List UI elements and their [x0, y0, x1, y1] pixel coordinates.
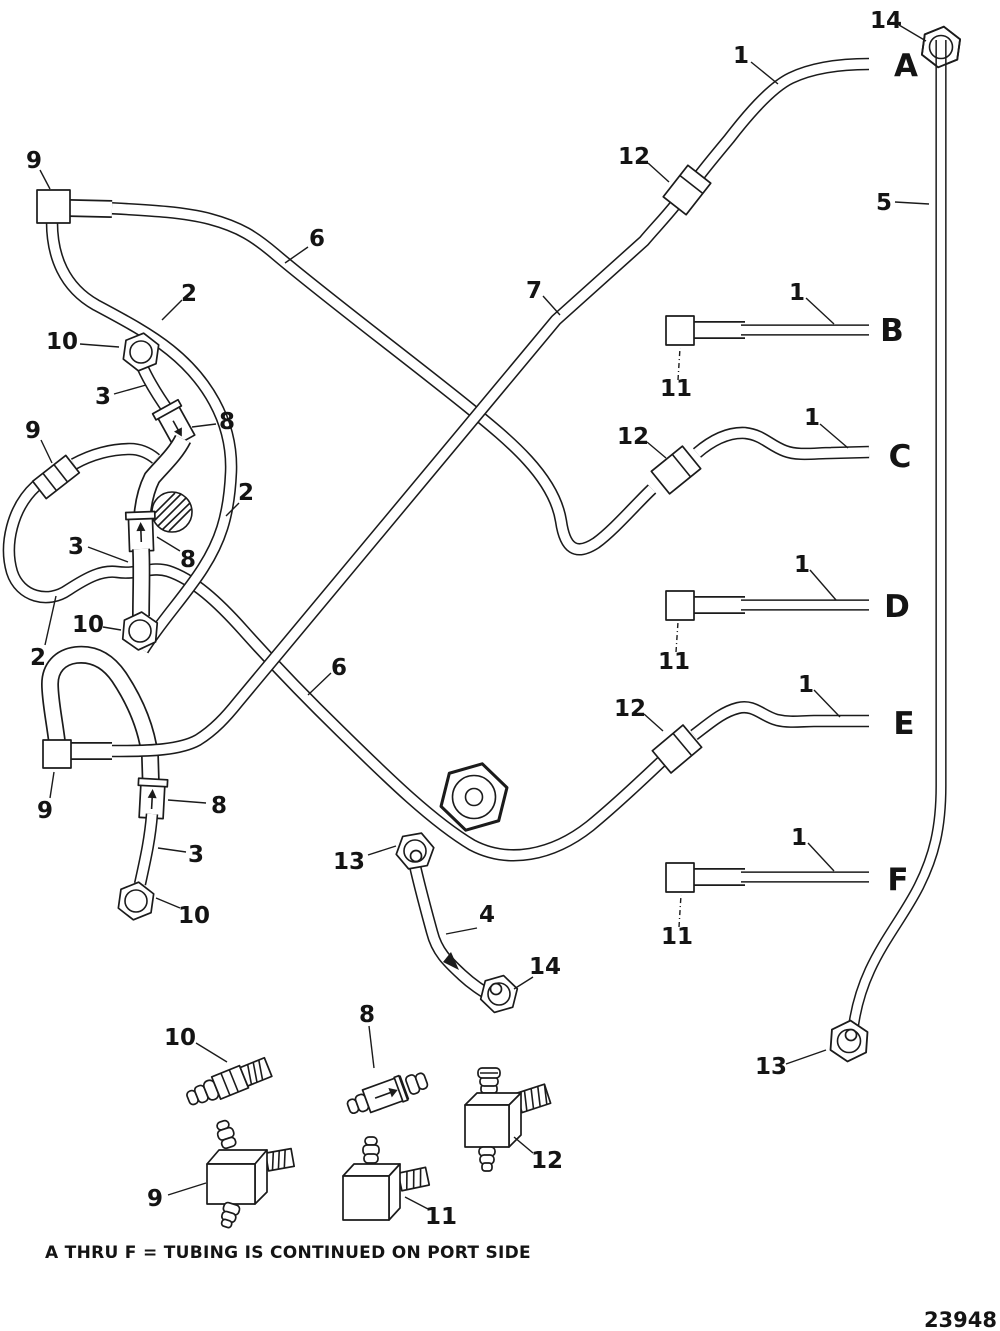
callout-1: 1	[793, 552, 811, 578]
callout-2: 2	[237, 480, 255, 506]
callout-8: 8	[210, 793, 228, 819]
callout-11: 11	[659, 376, 693, 402]
check-valve-8-lower	[137, 778, 168, 818]
hatched-hole-marker	[152, 492, 192, 532]
part-8-check-valve	[344, 1067, 430, 1119]
callout-14: 14	[869, 8, 903, 34]
callout-leader-1	[820, 424, 848, 448]
callout-leader-9	[168, 1183, 206, 1195]
tube-run-c	[69, 207, 869, 549]
callout-2: 2	[29, 645, 47, 671]
callout-leader-8	[369, 1026, 374, 1068]
callout-leader-2	[162, 300, 182, 320]
callout-3: 3	[187, 842, 205, 868]
callout-9: 9	[24, 418, 42, 444]
callout-12: 12	[530, 1148, 564, 1174]
callout-leader-7	[543, 296, 560, 315]
callout-leader-1	[806, 298, 834, 324]
callout-leader-5	[895, 202, 929, 204]
callout-10: 10	[177, 903, 211, 929]
callout-leader-6	[308, 673, 331, 695]
callout-1: 1	[803, 405, 821, 431]
connection-letter-C: C	[888, 439, 912, 475]
callout-10: 10	[45, 329, 79, 355]
callout-leader-3	[114, 385, 146, 394]
tube-nut-14-mid	[478, 972, 519, 1017]
part-9-tee-fitting	[207, 1119, 294, 1229]
footnote-caption: A THRU F = TUBING IS CONTINUED ON PORT SIDE	[45, 1243, 531, 1263]
callout-leader-3	[88, 547, 128, 562]
callout-leader-9	[41, 440, 52, 463]
elbow-fitting-11f	[666, 863, 694, 892]
tube-run-b	[666, 316, 869, 345]
tube-nut-13-bottom	[830, 1019, 868, 1062]
tube-run-f	[666, 863, 869, 892]
callout-leader-13	[786, 1050, 826, 1064]
chain-lower-left	[50, 655, 168, 922]
callout-6: 6	[330, 655, 348, 681]
callout-leader-13	[368, 846, 396, 855]
elbow-fitting-11d	[666, 591, 694, 620]
connection-letter-F: F	[887, 862, 909, 898]
callout-2: 2	[180, 281, 198, 307]
callout-12: 12	[616, 424, 650, 450]
callout-1: 1	[732, 43, 750, 69]
callout-1: 1	[790, 825, 808, 851]
tee-fitting-9-bottom	[43, 740, 71, 768]
callout-8: 8	[179, 547, 197, 573]
tube-nut-10-lower	[117, 880, 155, 922]
callout-13: 13	[332, 849, 366, 875]
callout-leader-1	[751, 62, 778, 84]
callout-1: 1	[797, 672, 815, 698]
elbow-fitting-11b	[666, 316, 694, 345]
tube-nut-13-mid	[393, 828, 437, 875]
callout-leader-9	[50, 772, 54, 798]
callout-leader-6	[285, 247, 308, 263]
callout-10: 10	[71, 612, 105, 638]
callout-9: 9	[146, 1186, 164, 1212]
callout-leader-11	[679, 895, 681, 927]
callout-8: 8	[358, 1002, 376, 1028]
callout-12: 12	[617, 144, 651, 170]
callout-leader-1	[810, 570, 836, 600]
callout-5: 5	[875, 190, 893, 216]
callout-leader-10	[156, 898, 180, 908]
callout-9: 9	[25, 148, 43, 174]
callout-3: 3	[67, 534, 85, 560]
callout-leader-11	[676, 622, 678, 652]
callout-6: 6	[308, 226, 326, 252]
connection-letter-A: A	[894, 48, 918, 84]
callout-leader-10	[103, 627, 121, 630]
callout-leader-4	[446, 928, 477, 934]
callout-13: 13	[754, 1054, 788, 1080]
chain-middle	[122, 331, 197, 651]
part-10-union-fitting	[184, 1056, 273, 1110]
callout-1: 1	[788, 280, 806, 306]
callout-3: 3	[94, 384, 112, 410]
callout-4: 4	[478, 902, 496, 928]
callout-14: 14	[528, 954, 562, 980]
callout-leader-3	[158, 848, 186, 852]
callout-11: 11	[657, 649, 691, 675]
callout-leader-8	[192, 424, 216, 427]
inline-connector-12c	[651, 446, 700, 494]
tee-fitting-9-top	[37, 190, 70, 223]
tube-run-d	[666, 591, 869, 620]
callout-11: 11	[660, 924, 694, 950]
callout-leader-14	[899, 25, 926, 41]
check-valve-8-mid	[126, 512, 156, 552]
callout-leader-10	[196, 1043, 227, 1062]
callout-leader-12	[644, 714, 663, 731]
connection-letter-D: D	[884, 589, 910, 625]
part-11-elbow-fitting	[343, 1137, 429, 1220]
callout-leader-10	[80, 344, 119, 347]
callout-7: 7	[525, 278, 543, 304]
tube-5	[830, 24, 962, 1063]
callout-9: 9	[36, 798, 54, 824]
callout-leader-8	[157, 537, 180, 551]
callout-leader-12	[647, 442, 666, 458]
callout-10: 10	[163, 1025, 197, 1051]
drawing-number: 23948	[923, 1308, 997, 1331]
callout-leader-1	[814, 690, 840, 717]
connection-letter-B: B	[880, 313, 904, 349]
callout-leader-8	[168, 800, 206, 803]
callout-11: 11	[424, 1204, 458, 1230]
callout-leader-1	[808, 843, 834, 871]
callout-leader-12	[648, 163, 669, 182]
callout-12: 12	[613, 696, 647, 722]
connection-letter-E: E	[893, 706, 915, 742]
callout-8: 8	[218, 409, 236, 435]
